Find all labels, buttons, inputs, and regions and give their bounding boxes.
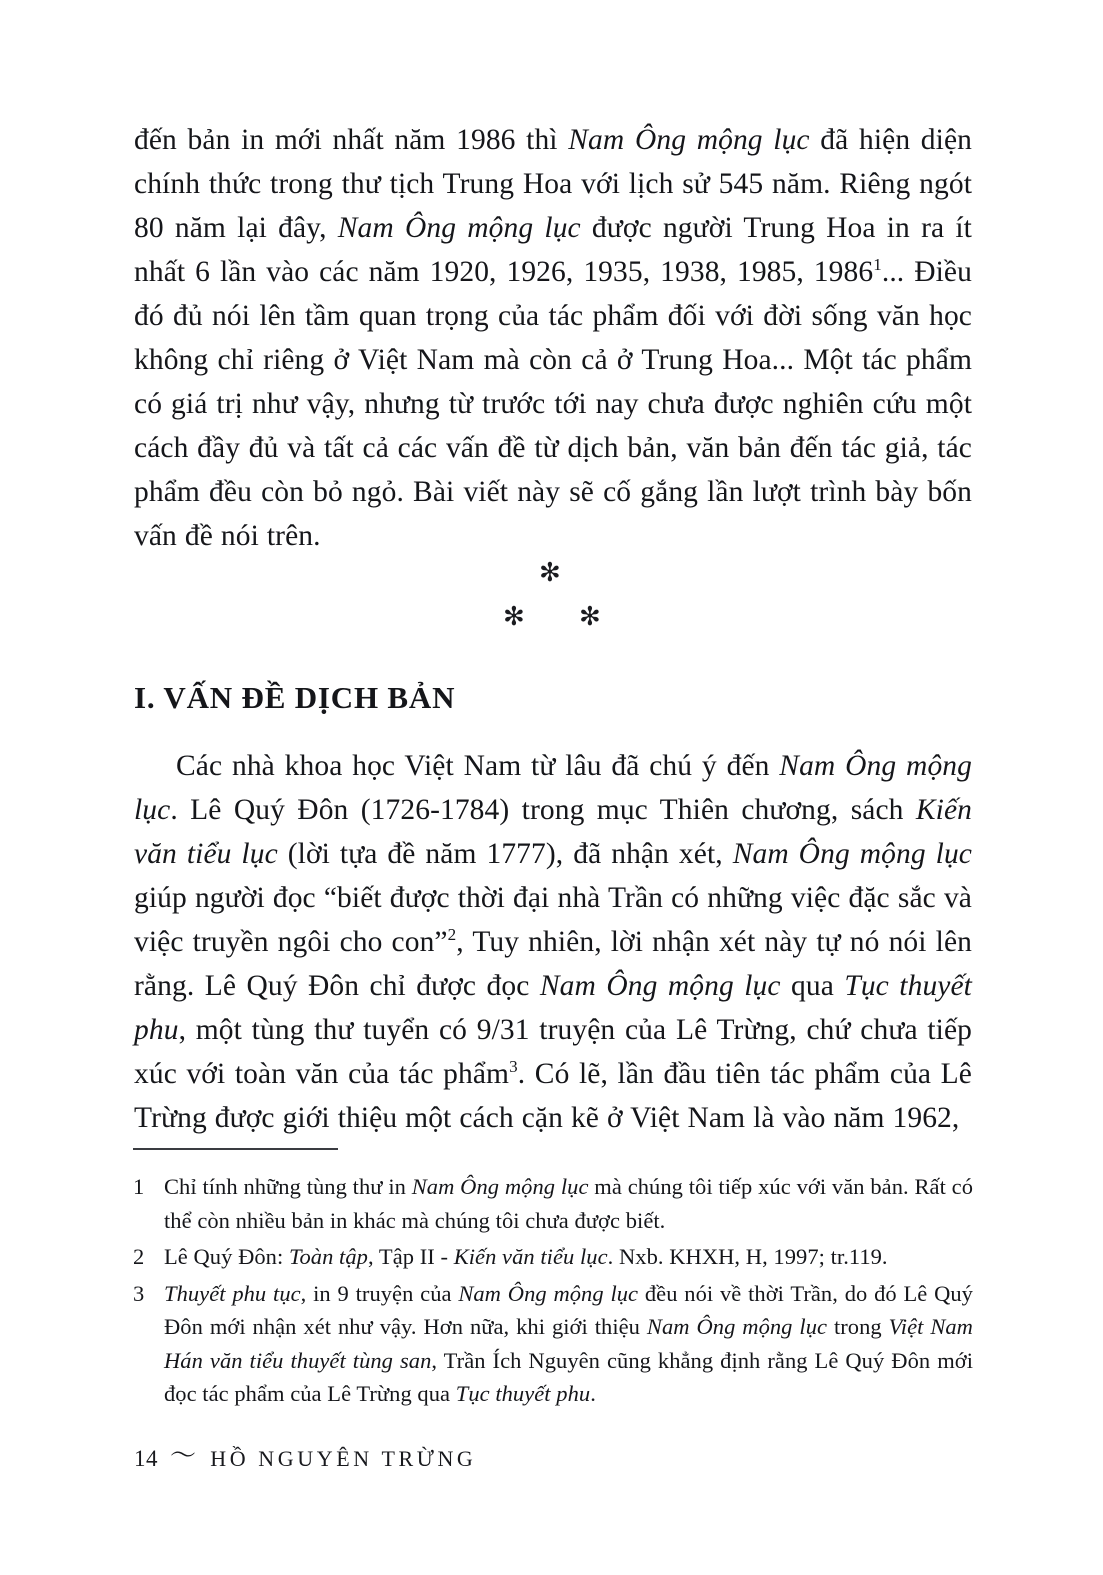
running-head: HỒ NGUYÊN TRỪNG — [210, 1446, 477, 1471]
asterism-ornament — [134, 552, 972, 648]
footnote-item — [133, 1277, 973, 1411]
asterisk-left-icon: ✻ — [503, 602, 525, 631]
footnote-number: 2 — [133, 1244, 145, 1269]
asterisk-top-icon: ✻ — [539, 558, 561, 587]
footnote-list — [133, 1170, 973, 1411]
main-text-column — [134, 118, 972, 558]
section-paragraph: Các nhà khoa học Việt Nam từ lâu đã chú ý đến Nam Ông mộng lục. Lê Quý Đôn (1726-1784) trong mục Thiên chương, sách Kiến văn tiểu lục (lời tựa đề năm 1777), đã nhận xét, Nam Ông mộng lục giúp người đọc “biết được thời đại nhà Trần có những việc đặc sắc và việc truyền ngôi cho con”$^2$, Tuy nhiên, lời nhận xét này tự nó nói lên rằng. Lê Quý Đôn chỉ được đọc Nam Ông mộng lục qua Tục thuyết phu, một tùng thư tuyển có 9/31 truyện của Lê Trừng, chứ chưa tiếp xúc với toàn văn của tác phẩm$^3$. Có lẽ, lần đầu tiên tác phẩm của Lê Trừng được giới thiệu một cách cặn kẽ ở Việt Nam là vào năm 1962, — [134, 750, 972, 1134]
page-footer — [134, 1437, 476, 1474]
footnote-text: Lê Quý Đôn: Toàn tập, Tập II - Kiến văn tiểu lục. Nxb. KHXH, H, 1997; tr.119. — [164, 1244, 888, 1269]
footnote-number: 3 — [133, 1280, 145, 1306]
footnote-number: 1 — [133, 1174, 145, 1199]
body-paragraph-continued: đến bản in mới nhất năm 1986 thì Nam Ông mộng lục đã hiện diện chính thức trong thư tịch Trung Hoa với lịch sử 545 năm. Riêng ngót 80 năm lại đây, Nam Ông mộng lục được người Trung Hoa in ra ít nhất 6 lần vào các năm 1920, 1926, 1935, 1938, 1985, 1986$^1$... Điều đó đủ nói lên tầm quan trọng của tác phẩm đối với đời sống văn học không chỉ riêng ở Việt Nam mà còn cả ở Trung Hoa... Một tác phẩm có giá trị như vậy, nhưng từ trước tới nay chưa được nghiên cứu một cách đầy đủ và tất cả các vấn đề từ dịch bản, văn bản đến tác giả, tác phẩm đều còn bỏ ngỏ. Bài viết này sẽ cố gắng lần lượt trình bày bốn vấn đề nói trên. — [134, 124, 972, 552]
footnotes-block — [133, 1148, 973, 1414]
footnote-text: Thuyết phu tục, in 9 truyện của Nam Ông mộng lục đều nói về thời Trần, do đó Lê Quý Đôn mới nhận xét như vậy. Hơn nữa, khi giới thiệu Nam Ông mộng lục trong Việt Nam Hán văn tiểu thuyết tùng san, Trần Ích Nguyên cũng khẳng định rằng Lê Quý Đôn mới đọc tác phẩm của Lê Trừng qua Tục thuyết phu. — [164, 1280, 973, 1406]
swash-ornament-icon: 〜 — [170, 1441, 197, 1470]
asterisk-right-icon: ✻ — [579, 602, 601, 631]
page-number: 14 — [134, 1446, 158, 1471]
footnote-item — [133, 1170, 973, 1237]
footnote-separator-rule — [133, 1148, 338, 1150]
section-text-column — [134, 744, 972, 1140]
footnote-text: Chỉ tính những tùng thư in Nam Ông mộng lục mà chúng tôi tiếp xúc với văn bản. Rất có thể còn nhiều bản in khác mà chúng tôi chưa được biết. — [164, 1174, 973, 1233]
section-heading: I. VẤN ĐỀ DỊCH BẢN — [134, 680, 456, 715]
footnote-item — [133, 1240, 973, 1274]
